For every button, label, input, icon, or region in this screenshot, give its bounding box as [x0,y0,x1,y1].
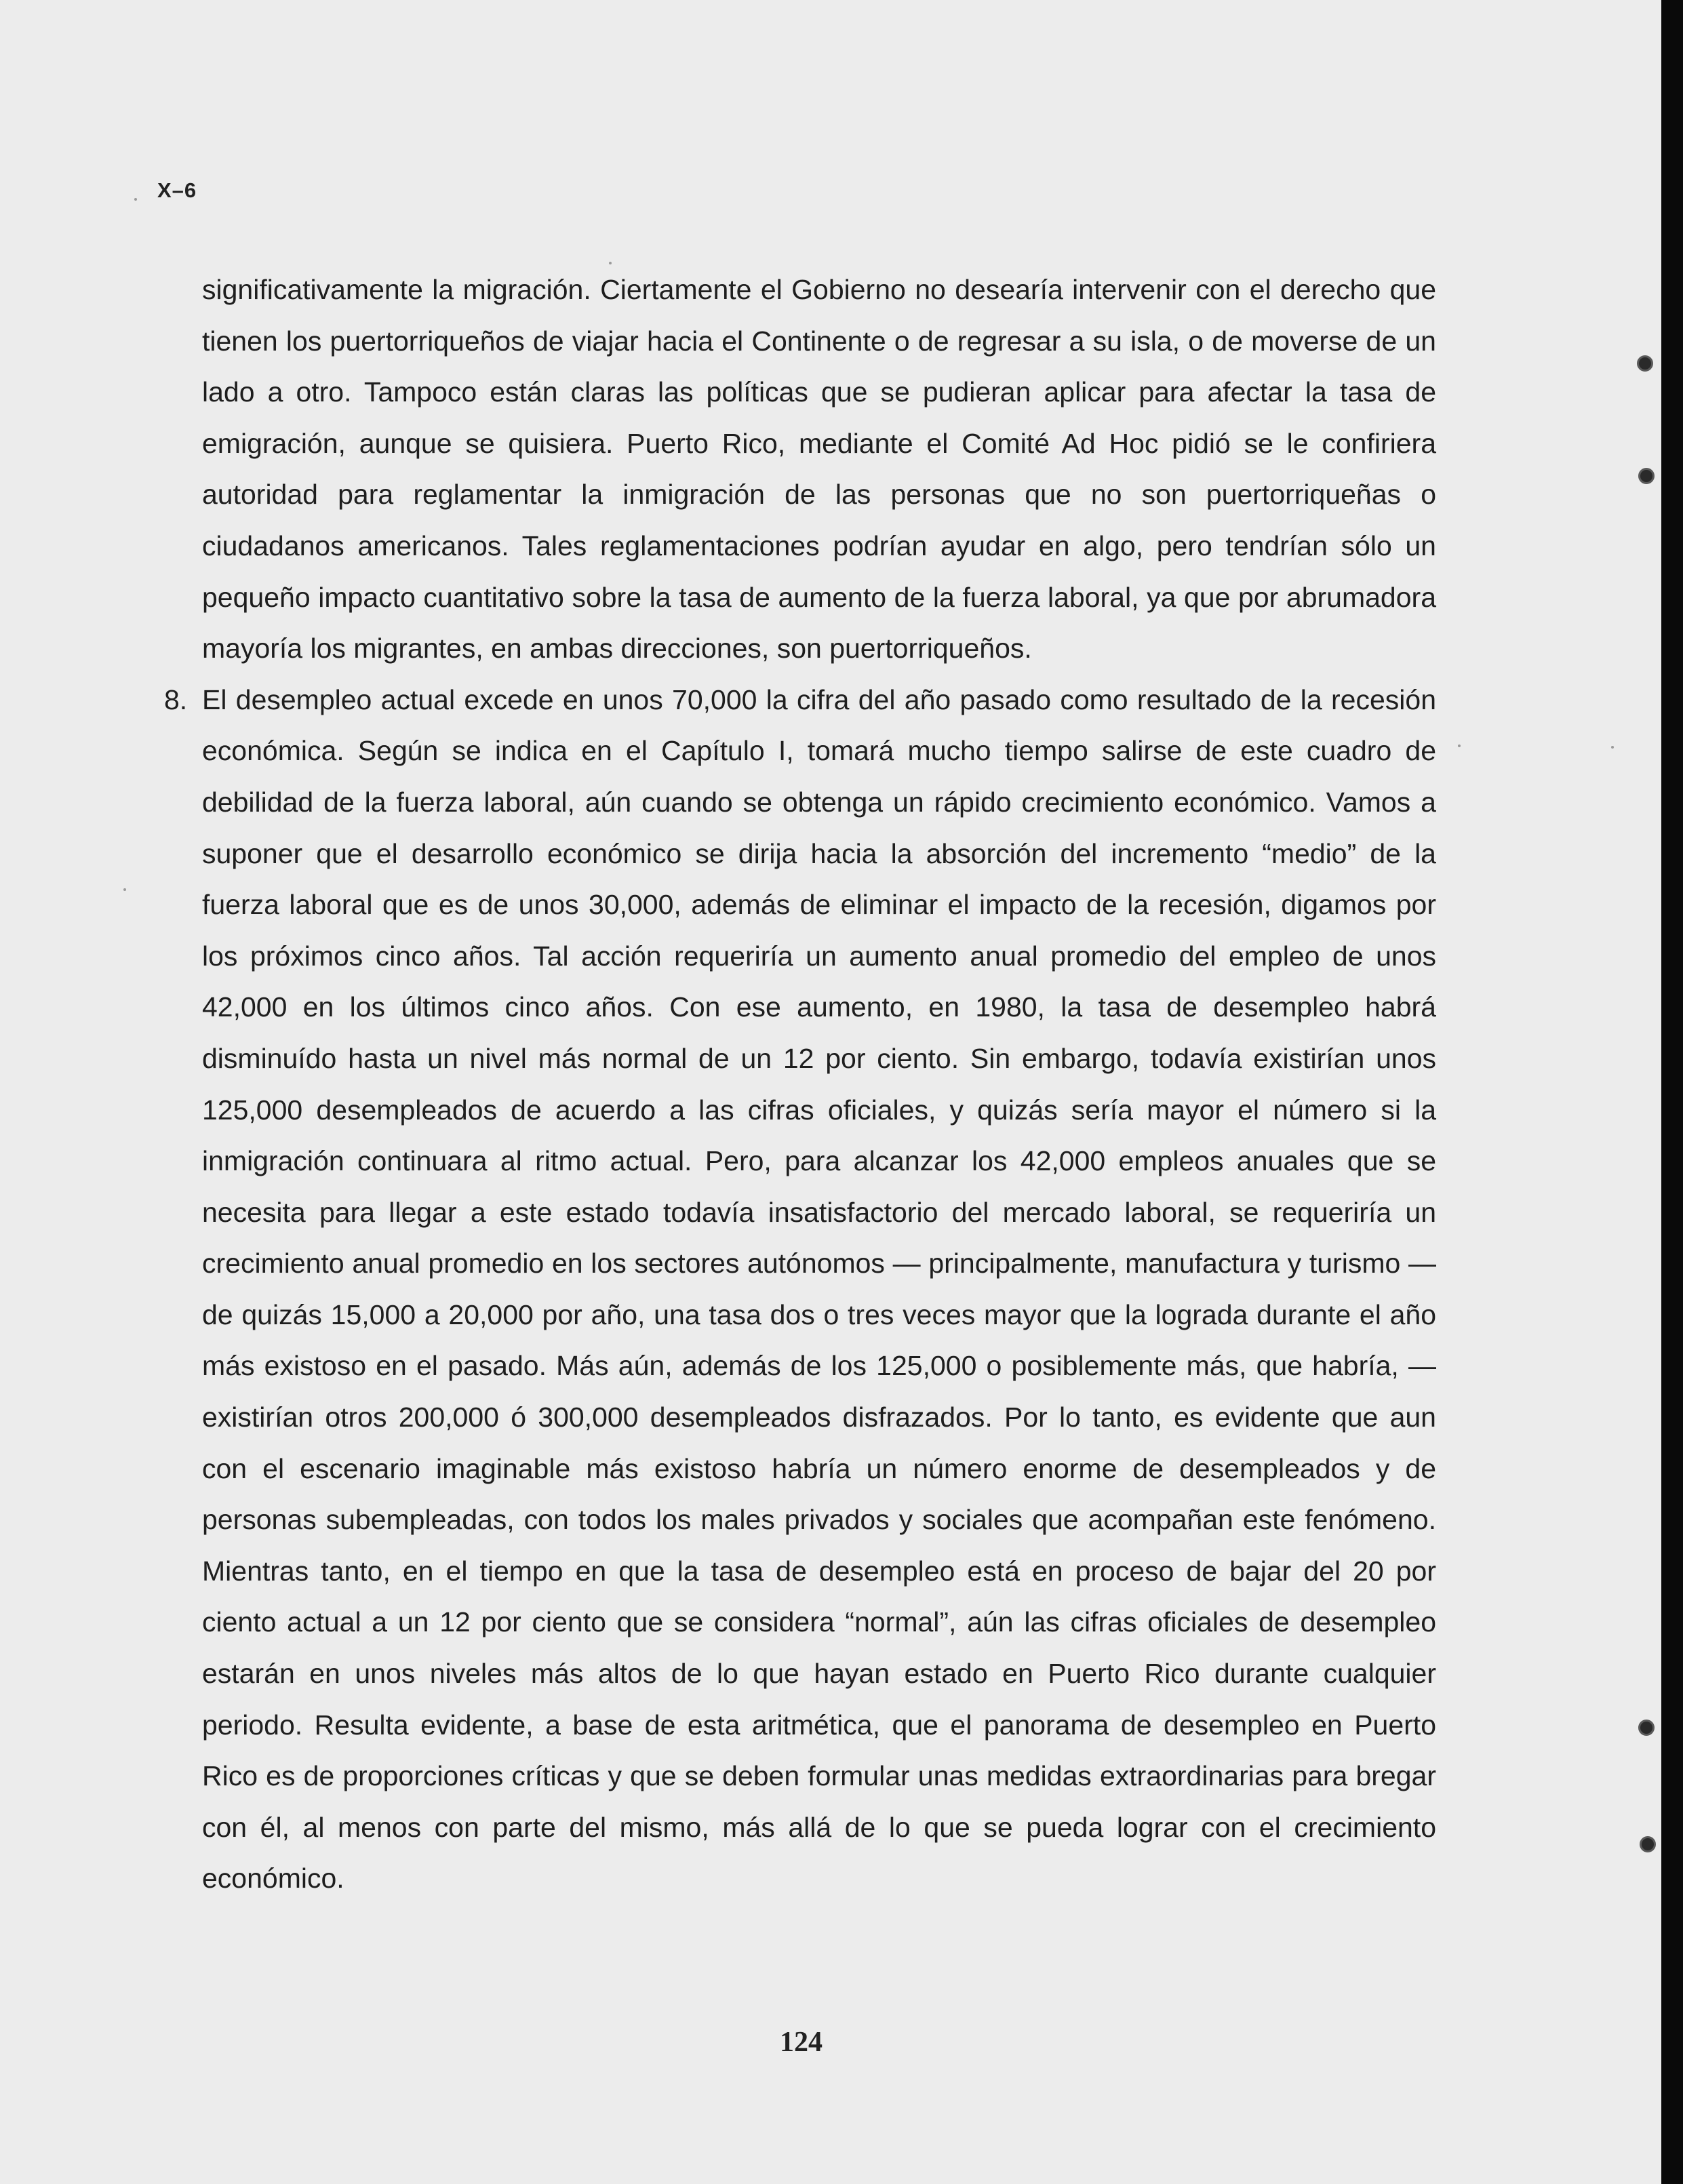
binding-hole-mark [1638,1720,1655,1736]
binding-hole-mark [1638,468,1655,484]
paragraph-continuation: significativamente la migración. Ciertamente el Gobierno no desearía intervenir con el derecho que tienen los puertorriqueños de viajar hacia el Continente o de regresar a su isla, o de moverse de un lado a otro. Tampoco están claras las políticas que se pudieran aplicar para afectar la tasa de emigración, aunque se quisiera. Puerto Rico, mediante el Comité Ad Hoc pidió se le confiriera autoridad para reglamentar la inmigración de las personas que no son puertorriqueñas o ciudadanos americanos. Tales reglamentaciones podrían ayudar en algo, pero tendrían sólo un pequeño impacto cuantitativo sobre la tasa de aumento de la fuerza laboral, ya que por abrumadora mayoría los migrantes, en ambas direcciones, son puertorriqueños. [202,274,1436,664]
numbered-item-8 [164,675,1436,1905]
scan-page-edge [1661,0,1683,2184]
item-number: 8. [164,683,188,715]
item-8-text: El desempleo actual excede en unos 70,000 la cifra del año pasado como resultado de la recesión económica. Según se indica en el Capítulo I, tomará mucho tiempo salirse de este cuadro de debilidad de la fuerza laboral, aún cuando se obtenga un rápido crecimiento económico. Vamos a suponer que el desarrollo económico se dirija hacia la absorción del incremento “medio” de la fuerza laboral que es de unos 30,000, además de eliminar el impacto de la recesión, digamos por los próximos cinco años. Tal acción requeriría un aumento anual promedio del empleo de unos 42,000 en los últimos cinco años. Con ese aumento, en 1980, la tasa de desempleo habrá disminuído hasta un nivel más normal de un 12 por ciento. Sin embargo, todavía existirían unos 125,000 desempleados de acuerdo a las cifras oficiales, y quizás sería mayor el número si la inmigración continuara al ritmo actual. Pero, para alcanzar los 42,000 empleos anuales que se necesita para llegar a este estado todavía insatisfactorio del mercado laboral, se requeriría un crecimiento anual promedio en los sectores autónomos — principalmente, manufactura y turismo — de quizás 15,000 a 20,000 por año, una tasa dos o tres veces mayor que la lograda durante el año más existoso en el pasado. Más aún, además de los 125,000 o posiblemente más, que habría, — existirían otros 200,000 ó 300,000 desempleados disfrazados. Por lo tanto, es evidente que aun con el escenario imaginable más existoso habría un número enorme de desempleados y de personas subempleadas, con todos los males privados y sociales que acompañan este fenómeno. Mientras tanto, en el tiempo en que la tasa de desempleo está en proceso de bajar del 20 por ciento actual a un 12 por ciento que se considera “normal”, aún las cifras oficiales de desempleo estarán en unos niveles más altos de lo que hayan estado en Puerto Rico durante cualquier periodo. Resulta evidente, a base de esta aritmética, que el panorama de desempleo en Puerto Rico es de proporciones críticas y que se deben formular unas medidas extraordinarias para bregar con él, al menos con parte del mismo, más allá de lo que se pueda lograr con el crecimiento económico. [202,683,1436,1894]
scan-speck [1611,746,1614,749]
scan-speck [134,198,137,201]
page-number: 124 [780,2027,823,2058]
scan-speck [1458,744,1461,747]
scan-speck [123,888,126,891]
page-header-code: X–6 [157,178,197,202]
document-body [164,264,1436,1905]
binding-hole-mark [1640,1836,1656,1852]
binding-hole-mark [1637,355,1653,372]
scan-speck [609,262,612,264]
